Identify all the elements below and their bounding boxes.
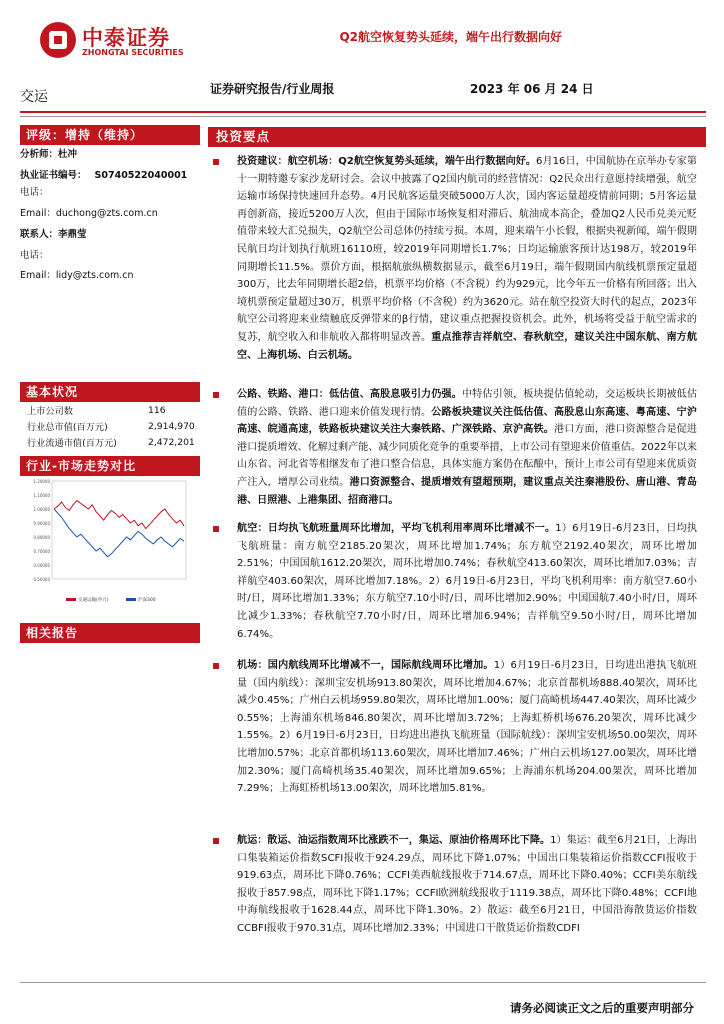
stat-label: 行业流通市值(百万元)	[27, 438, 117, 449]
stat-value: 116	[148, 405, 166, 416]
basic-status-banner: 基本状况	[20, 382, 200, 402]
industry-label: 交运	[20, 89, 48, 105]
rating-banner: 评级：增持（维持）	[20, 125, 200, 145]
trend-chart-banner: 行业-市场走势对比	[20, 456, 200, 476]
section-airlines: 航空：日均执飞航班量周环比增加，平均飞机利用率周环比增减不一。1）6月19日-6月23日，日均执飞航班量：南方航空2185.20架次，周环比增加1.74%；东方航空2192.40架次，周环比增加2.51%；中国国航1612.20架次，周环比增加0.74%；春秋航空413.60架次，周环比增加7.03%；吉祥航空403.60架次，周环比增加7.18%。2）6月19日-6月23日，平均飞机利用率：南方航空7.60小时/日，周环比增加1.33%；东方航空7.10小时/日，周环比增加2.90%；中国国航7.40小时/日，周环比减少1.33%；春秋航空7.70小时/日，周环比增加6.94%；吉祥航空9.50小时/日，周环比增加6.74%。	[213, 520, 697, 643]
license-number: S0740522040001	[94, 170, 188, 181]
y-tick-label: 0.70000	[33, 549, 50, 554]
contact-name: 联系人：李鼎莹	[20, 229, 87, 240]
chart-frame	[52, 481, 186, 579]
y-tick-label: 0.80000	[33, 535, 50, 540]
section-shipping: 航运：散运、油运指数周环比涨跌不一，集运、原油价格周环比下降。1）集运：截至6月21日，上海出口集装箱运价指数SCFI报收于924.29点，周环比下降1.07%；中国出口集装箱运价指数CCFI报收于919.63点，周环比下降0.76%；CCFI美西航线报收于714.67点，周环比下降0.40%；CCFI美东航线报收于857.98点，周环比下降1.17%；CCFI欧洲航线报收于1119.38点，周环比下降0.48%；CCFI地中海航线报收于1628.44点，周环比下降1.30%。2）散运：截至6月21日，中国沿海散货运价指数CCBFI报收于970.31点，周环比增加2.33%；中国进口干散货运价指数CDFI	[213, 832, 697, 938]
trend-line-chart	[26, 475, 194, 613]
section-investment-advice: 投资建议：航空机场：Q2航空恢复势头延续，端午出行数据向好。6月16日，中国航协在京举办专家第十一期特邀专家沙龙研讨会。会议中披露了Q2国内航司的经营情况：Q2民众出行意愿持续增强，航空运输市场保持快速回升态势。4月民航客运量突破5000万人次，国内客运量超疫情前同期；5月客运量再创新高，接近5200万人次，但由于国际市场恢复相对滞后、航油成本高企，叠加Q2人民币兑美元贬值带来较大汇兑损失，Q2航空公司总体仍持续亏损。本周，迎来端午小长假，根据央视新闻，端午假期民航日均计划执行航班16110班，较2019年同期增长1.7%；日均运输旅客预计达198万，较2019年同期增长11.5%。票价方面，根据航旅纵横数据显示，截至6月19日，端午假期国内航线机票预定量超300万，比去年同期增长超2倍，机票平均价格（不含税）约为929元，比今年五一价格有所回落；出入境机票预定量超过30万，机票平均价格（不含税）约为3620元。站在航空投资大时代的起点，2023年航空公司将迎来业绩触底反弹带来的β行情，建议重点把握投资机会。此外，机场将受益于航空需求的复苏，航空收入和非航收入都将明显改善。重点推荐吉祥航空、春秋航空，建议关注中国东航、南方航空、上海机场、白云机场。	[213, 153, 697, 364]
stat-value: 2,472,201	[148, 437, 195, 448]
y-tick-label: 1.20000	[33, 479, 50, 484]
bullet-icon	[213, 838, 219, 844]
stat-label: 行业总市值(百万元)	[27, 422, 108, 433]
y-tick-label: 1.00000	[33, 507, 50, 512]
bullet-icon	[213, 159, 219, 165]
key-points-banner: 投资要点	[208, 127, 706, 147]
stat-label: 上市公司数	[27, 406, 73, 417]
header-divider	[20, 111, 706, 113]
stat-value: 2,914,970	[148, 421, 195, 432]
bullet-icon	[213, 663, 219, 669]
series-line-0	[54, 501, 184, 529]
section-airports: 机场：国内航线周环比增减不一，国际航线周环比增加。1）6月19日-6月23日，日均进出港执飞航班量（国内航线）：深圳宝安机场913.80架次，周环比增加4.67%；北京首都机场888.40架次，周环比减少0.45%；广州白云机场959.80架次，周环比增加1.00%；厦门高崎机场447.40架次，周环比减少0.55%；上海浦东机场846.80架次，周环比增加3.72%；上海虹桥机场676.20架次，周环比减少1.55%。2）6月19日-6月23日，日均进出港执飞航班量（国际航线）：深圳宝安机场50.00架次，周环比增加0.57%；北京首都机场113.60架次，周环比增加7.46%；广州白云机场127.00架次，周环比增加2.30%；厦门高崎机场35.40架次，周环比增加9.65%；上海浦东机场204.00架次，周环比增加7.29%；上海虹桥机场13.00架次，周环比增加5.81%。	[213, 657, 697, 798]
analyst-name: 分析师：杜冲	[20, 149, 78, 160]
y-tick-label: 0.50000	[33, 577, 50, 582]
company-logo	[40, 20, 190, 68]
contact-email[interactable]: Email：lidy@zts.com.cn	[20, 270, 134, 281]
series-line-1	[54, 509, 184, 557]
y-tick-label: 0.90000	[33, 521, 50, 526]
legend-swatch	[126, 598, 136, 601]
report-headline: Q2航空恢复势头延续，端午出行数据向好	[339, 30, 562, 44]
logo-text-en: ZHONGTAI SECURITIES	[82, 48, 184, 57]
legend-label: 沪深300	[138, 598, 156, 603]
logo-text-cn: 中泰证券	[82, 26, 170, 50]
y-tick-label: 0.60000	[33, 563, 50, 568]
section-highway-rail-port: 公路、铁路、港口：低估值、高股息吸引力仍强。中特估引领，板块提估值轮动，交运板块长期被低估值的公路、铁路、港口迎来价值发现行情。公路板块建议关注低估值、高股息山东高速、粤高速、宁沪高速、皖通高速，铁路板块建议关注大秦铁路、广深铁路、京沪高铁。港口方面，港口资源整合是促进港口提质增效、化解过剩产能、减少同质化竞争的重要举措，上市公司有望迎来价值重估。2022年以来山东省、河北省等相继发布了港口整合信息，具体实施方案仍在酝酿中，预计上市公司有望迎来优质资产注入，增厚公司业绩。港口资源整合、提质增效有望超预期，建议重点关注秦港股份、唐山港、青岛港、日照港、上港集团、招商港口。	[213, 386, 697, 509]
analyst-phone: 电话：	[20, 187, 49, 198]
footer-divider	[20, 982, 706, 983]
report-date: 2023 年 06 月 24 日	[470, 82, 594, 96]
disclaimer-note: 请务必阅读正文之后的重要声明部分	[510, 1001, 694, 1015]
header-divider-thin	[20, 116, 706, 117]
legend-swatch	[66, 598, 76, 601]
contact-phone: 电话：	[20, 250, 49, 261]
license-row: 执业证书编号： S0740522040001	[20, 170, 188, 181]
bullet-icon	[213, 526, 219, 532]
logo-icon	[40, 22, 76, 58]
bullet-icon	[213, 392, 219, 398]
y-tick-label: 1.10000	[33, 493, 50, 498]
related-reports-banner: 相关报告	[20, 623, 200, 643]
document-type: 证券研究报告/行业周报	[210, 82, 335, 96]
legend-label: 交通运输(申万)	[78, 598, 109, 603]
analyst-email[interactable]: Email：duchong@zts.com.cn	[20, 208, 158, 219]
